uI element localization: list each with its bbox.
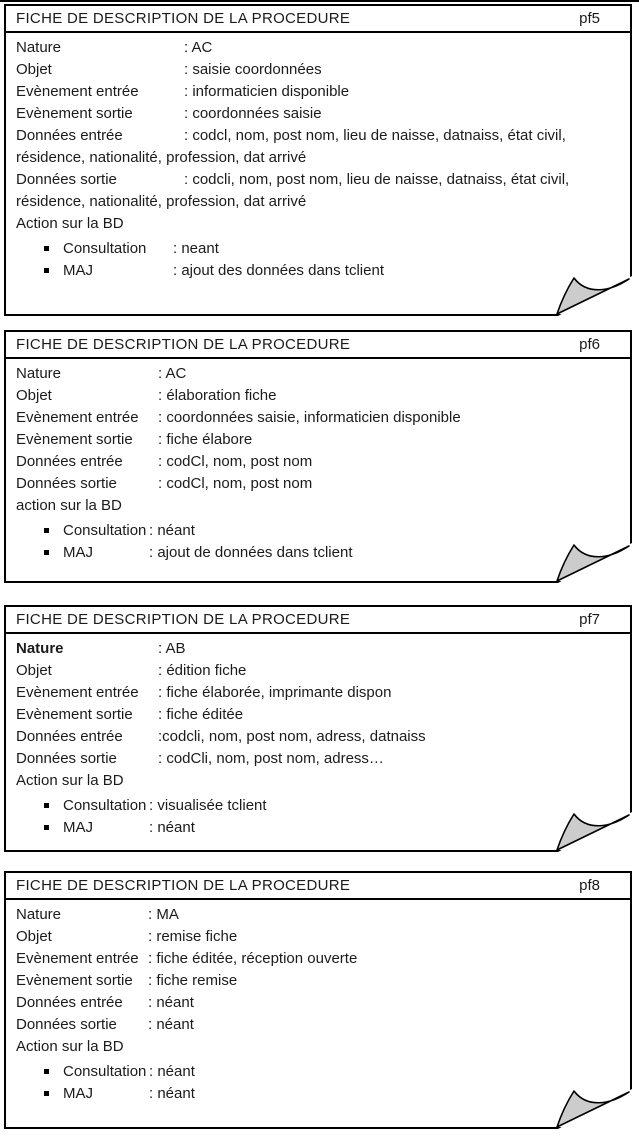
card-body [6,634,630,839]
field-value: : codCl, nom, post nom [158,453,313,470]
field-row-nature [16,904,622,926]
card-body [6,359,630,564]
field-label: Evènement entrée [16,83,139,100]
card-body [6,900,630,1105]
field-row-objet [16,59,622,81]
field-value: : néant [148,994,194,1011]
field-row-objet [16,385,622,407]
field-label: Données entrée [16,127,123,144]
field-label: Objet [16,61,52,78]
field-label: Nature [16,365,62,382]
procedure-card-pf7 [4,605,632,852]
field-label: Données sortie [16,475,117,492]
field-row-evenement-entree [16,682,622,704]
field-value: : AC [184,39,213,56]
field-label: Données sortie [16,750,117,767]
field-row-donnees-entree [16,451,622,473]
bullet-value: : néant [149,1063,195,1080]
bullet-label: MAJ [63,262,93,279]
bullet-row-maj [16,542,622,564]
field-value: : informaticien disponible [184,83,350,100]
field-value: : AC [158,365,187,382]
field-label: Evènement sortie [16,972,133,989]
bullet-list [16,238,622,282]
bullet-square-icon [44,246,49,251]
bullet-label: MAJ [63,819,93,836]
bullet-row-maj [16,817,622,839]
bullet-value: : visualisée tclient [149,797,267,814]
bullet-label: Consultation [63,1063,147,1080]
bullet-label: Consultation [63,797,147,814]
card-header [6,332,630,359]
field-row-donnees-entree [16,125,622,169]
bullet-square-icon [44,1069,49,1074]
field-row-action-bd [16,1036,622,1058]
card-title: FICHE DE DESCRIPTION DE LA PROCEDURE [16,877,351,894]
field-label: Action sur la BD [16,1038,124,1055]
card-header [6,607,630,634]
field-value: : codcli, nom, post nom, lieu de naisse, datnaiss, état civil, résidence, nationalité, profession, dat arrivé [16,171,570,210]
field-value: : édition fiche [158,662,247,679]
bullet-row-consultation [16,520,622,542]
field-value: : MA [148,906,179,923]
card-title: FICHE DE DESCRIPTION DE LA PROCEDURE [16,611,351,628]
field-value: : AB [158,640,186,657]
field-label: Evènement entrée [16,950,139,967]
card-header [6,873,630,900]
bullet-square-icon [44,268,49,273]
field-label: Evènement sortie [16,706,133,723]
procedure-card-pf8 [4,871,632,1129]
field-value: :codcli, nom, post nom, adress, datnaiss [158,728,426,745]
bullet-value: : neant [173,240,219,257]
card-body [6,33,630,282]
field-row-donnees-entree [16,726,622,748]
field-label: Evènement entrée [16,684,139,701]
field-row-action-bd [16,495,622,517]
field-label: Objet [16,662,52,679]
page-curl-icon [548,1075,632,1129]
bullet-square-icon [44,1091,49,1096]
bullet-value: : néant [149,1085,195,1102]
page-top-rule [0,0,639,2]
procedure-card-pf6 [4,330,632,583]
card-header [6,6,630,33]
bullet-label: Consultation [63,240,147,257]
field-row-nature [16,37,622,59]
card-ref: pf8 [579,877,600,894]
field-row-evenement-sortie [16,970,622,992]
bullet-row-consultation [16,1061,622,1083]
field-row-evenement-sortie [16,103,622,125]
bullet-square-icon [44,825,49,830]
field-row-donnees-sortie [16,473,622,495]
field-row-evenement-sortie [16,429,622,451]
field-value: : coordonnées saisie [184,105,322,122]
field-label: Nature [16,906,62,923]
field-value: : codCli, nom, post nom, adress… [158,750,384,767]
card-title: FICHE DE DESCRIPTION DE LA PROCEDURE [16,336,351,353]
field-row-evenement-entree [16,407,622,429]
page-curl-icon [548,798,632,852]
bullet-label: MAJ [63,1085,93,1102]
field-value: : néant [148,1016,194,1033]
card-title: FICHE DE DESCRIPTION DE LA PROCEDURE [16,10,351,27]
card-ref: pf5 [579,10,600,27]
bullet-square-icon [44,803,49,808]
field-value: : élaboration fiche [158,387,277,404]
field-row-nature [16,363,622,385]
bullet-list [16,520,622,564]
field-label: Objet [16,928,52,945]
field-label: Objet [16,387,52,404]
field-value: : fiche éditée [158,706,244,723]
page-curl-icon [548,529,632,583]
field-row-evenement-sortie [16,704,622,726]
field-label: Données sortie [16,1016,117,1033]
card-ref: pf6 [579,336,600,353]
card-ref: pf7 [579,611,600,628]
field-value: : codCl, nom, post nom [158,475,313,492]
procedure-card-pf5 [4,4,632,316]
bullet-row-maj [16,260,622,282]
field-row-objet [16,926,622,948]
field-row-donnees-sortie [16,748,622,770]
field-label: Nature [16,640,64,657]
bullet-row-consultation [16,795,622,817]
bullet-value: : ajout des données dans tclient [173,262,384,279]
field-row-action-bd [16,770,622,792]
field-label: Nature [16,39,62,56]
bullet-square-icon [44,550,49,555]
field-label: Action sur la BD [16,215,124,232]
field-value: : saisie coordonnées [184,61,322,78]
field-label: Evènement sortie [16,431,133,448]
field-row-nature [16,638,622,660]
field-row-evenement-entree [16,81,622,103]
bullet-row-maj [16,1083,622,1105]
bullet-value: : néant [149,819,195,836]
bullet-square-icon [44,528,49,533]
field-row-objet [16,660,622,682]
field-row-donnees-entree [16,992,622,1014]
field-row-evenement-entree [16,948,622,970]
field-label: Action sur la BD [16,772,124,789]
bullet-value: : néant [149,522,195,539]
field-value: : fiche élabore [158,431,253,448]
field-row-action-bd [16,213,622,235]
field-row-donnees-sortie [16,1014,622,1036]
field-value: : coordonnées saisie, informaticien disponible [158,409,461,426]
bullet-list [16,795,622,839]
field-row-donnees-sortie [16,169,622,213]
field-label: Evènement sortie [16,105,133,122]
field-value: : fiche élaborée, imprimante dispon [158,684,392,701]
bullet-value: : ajout de données dans tclient [149,544,353,561]
field-label: Evènement entrée [16,409,139,426]
field-value: : fiche remise [148,972,238,989]
bullet-label: Consultation [63,522,147,539]
bullet-list [16,1061,622,1105]
field-label: Données entrée [16,728,123,745]
field-label: Données entrée [16,994,123,1011]
field-label: action sur la BD [16,497,122,514]
bullet-label: MAJ [63,544,93,561]
field-label: Données entrée [16,453,123,470]
field-value: : remise fiche [148,928,238,945]
page-curl-icon [548,262,632,316]
field-value: : fiche éditée, réception ouverte [148,950,358,967]
bullet-row-consultation [16,238,622,260]
field-label: Données sortie [16,171,117,188]
field-value: : codcl, nom, post nom, lieu de naisse, datnaiss, état civil, résidence, nationalité, profession, dat arrivé [16,127,566,166]
